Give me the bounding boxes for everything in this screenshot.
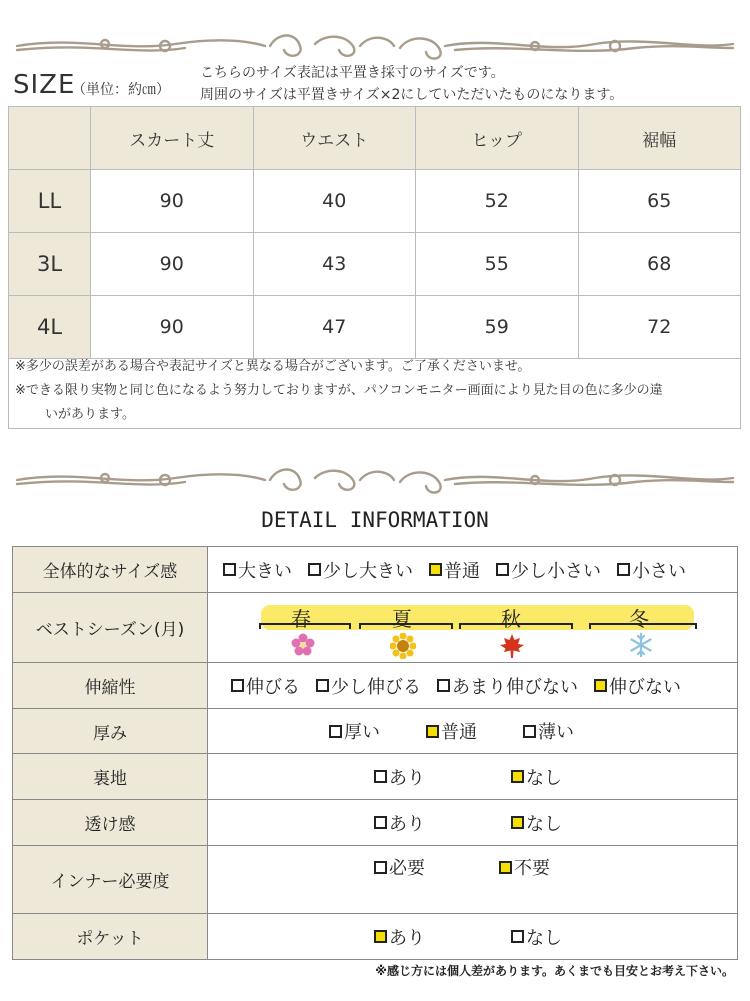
checkbox-icon <box>231 679 244 692</box>
season-range-line <box>259 623 351 629</box>
size-table-header-row <box>9 107 741 170</box>
option-label: なし <box>526 813 562 835</box>
checkbox-checked-icon <box>511 770 524 783</box>
row-size-label: 3L <box>9 233 91 296</box>
option-barely-stretches <box>437 673 578 699</box>
header-hem-width: 裾幅 <box>578 107 741 170</box>
option-thin <box>523 718 574 744</box>
table-row <box>9 296 741 359</box>
season-winter: 冬 <box>629 606 649 631</box>
season-range-line <box>459 623 573 629</box>
row-size-label: LL <box>9 170 91 233</box>
table-cell: 72 <box>578 296 741 359</box>
checkbox-icon <box>308 563 321 576</box>
detail-table <box>12 546 738 960</box>
option-label: 伸びる <box>246 676 300 698</box>
table-row <box>9 233 741 296</box>
checkbox-icon <box>374 816 387 829</box>
checkbox-icon <box>316 679 329 692</box>
table-cell: 59 <box>416 296 579 359</box>
option-inner-required <box>374 854 425 880</box>
size-note-line-1: こちらのサイズ表記は平置き採寸のサイズです。 <box>200 65 505 81</box>
detail-label: 伸縮性 <box>13 663 208 709</box>
detail-options <box>208 663 738 709</box>
detail-label: 透け感 <box>13 800 208 846</box>
detail-options <box>208 709 738 754</box>
table-cell: 40 <box>253 170 416 233</box>
option-label: あり <box>389 767 425 789</box>
header-hip: ヒップ <box>416 107 579 170</box>
checkbox-checked-icon <box>429 563 442 576</box>
checkbox-icon <box>329 725 342 738</box>
season-cell <box>208 593 738 663</box>
option-small <box>617 557 686 583</box>
detail-title: DETAIL INFORMATION <box>261 508 489 532</box>
size-table-corner <box>9 107 91 170</box>
option-label: 普通 <box>441 722 477 743</box>
option-slightly-small <box>496 557 601 583</box>
table-cell: 90 <box>91 170 254 233</box>
option-label: あまり伸びない <box>452 676 578 698</box>
option-inner-not-required <box>499 854 550 880</box>
detail-label: インナー必要度 <box>13 846 208 914</box>
checkbox-icon <box>223 563 236 576</box>
checkbox-icon <box>523 725 536 738</box>
detail-row-thickness <box>13 709 738 754</box>
size-unit: （単位：約㎝） <box>72 82 170 98</box>
maple-leaf-icon <box>499 633 525 659</box>
checkbox-checked-icon <box>511 816 524 829</box>
size-table <box>8 106 741 359</box>
season-summer: 夏 <box>392 606 412 631</box>
option-label: 必要 <box>389 858 425 879</box>
option-label: 普通 <box>444 560 480 582</box>
season-range-line <box>359 623 453 629</box>
ornament-divider-middle <box>15 460 735 500</box>
option-stretches <box>231 673 300 699</box>
checkbox-checked-icon <box>594 679 607 692</box>
option-large <box>223 557 292 583</box>
option-normal <box>429 557 480 583</box>
table-cell: 52 <box>416 170 579 233</box>
detail-options <box>208 846 738 914</box>
option-label: 少し小さい <box>511 560 601 582</box>
option-label: 厚い <box>344 722 380 743</box>
option-no-lining <box>511 764 562 790</box>
detail-options <box>208 754 738 800</box>
option-label: 不要 <box>514 858 550 879</box>
option-normal-thickness <box>426 718 477 744</box>
option-label: 小さい <box>632 560 686 582</box>
ornament-divider-top <box>15 26 735 66</box>
detail-label: ベストシーズン(月) <box>13 593 208 663</box>
table-cell: 90 <box>91 296 254 359</box>
table-cell: 68 <box>578 233 741 296</box>
checkbox-icon <box>511 930 524 943</box>
detail-row-inner <box>13 846 738 914</box>
detail-label: ポケット <box>13 914 208 960</box>
detail-options <box>208 914 738 960</box>
detail-row-stretch <box>13 663 738 709</box>
detail-row-size-feel <box>13 547 738 593</box>
checkbox-checked-icon <box>426 725 439 738</box>
detail-row-lining <box>13 754 738 800</box>
option-label: 薄い <box>538 722 574 743</box>
note-line: いがあります。 <box>45 407 135 422</box>
header-skirt-length: スカート丈 <box>91 107 254 170</box>
footnote: ※感じ方には個人差があります。あくまでも目安とお考え下さい。 <box>375 964 734 978</box>
size-note-line-2: 周囲のサイズは平置きサイズ×2にしていただいたものになります。 <box>200 87 624 103</box>
option-has-lining <box>374 764 425 790</box>
table-cell: 47 <box>253 296 416 359</box>
table-cell: 43 <box>253 233 416 296</box>
option-label: 少し伸びる <box>331 676 421 698</box>
option-sheer-no <box>511 810 562 836</box>
checkbox-icon <box>374 770 387 783</box>
season-chart <box>209 597 736 659</box>
size-title: SIZE <box>13 70 76 100</box>
option-slightly-stretches <box>316 673 421 699</box>
detail-row-pocket <box>13 914 738 960</box>
checkbox-checked-icon <box>499 861 512 874</box>
snowflake-icon <box>629 633 653 657</box>
size-notes <box>8 353 741 429</box>
option-label: あり <box>389 813 425 835</box>
option-pocket-no <box>511 924 562 950</box>
sunflower-icon <box>390 633 416 659</box>
detail-label: 裏地 <box>13 754 208 800</box>
option-label: あり <box>389 927 425 949</box>
row-size-label: 4L <box>9 296 91 359</box>
season-autumn: 秋 <box>501 606 521 631</box>
detail-label: 全体的なサイズ感 <box>13 547 208 593</box>
note-line: ※できる限り実物と同じ色になるよう努力しておりますが、パソコンモニター画面により見た目の色に多少の違 <box>15 383 663 398</box>
option-label: 少し大きい <box>323 560 413 582</box>
flower-icon <box>291 633 315 657</box>
detail-row-season <box>13 593 738 663</box>
option-no-stretch <box>594 673 681 699</box>
detail-row-sheer <box>13 800 738 846</box>
season-spring: 春 <box>291 606 311 631</box>
table-cell: 90 <box>91 233 254 296</box>
season-range-line <box>589 623 697 629</box>
option-pocket-yes <box>374 924 425 950</box>
checkbox-icon <box>374 861 387 874</box>
detail-label: 厚み <box>13 709 208 754</box>
detail-options <box>208 547 738 593</box>
checkbox-checked-icon <box>374 930 387 943</box>
detail-options <box>208 800 738 846</box>
header-waist: ウエスト <box>253 107 416 170</box>
checkbox-icon <box>496 563 509 576</box>
checkbox-icon <box>437 679 450 692</box>
checkbox-icon <box>617 563 630 576</box>
table-cell: 65 <box>578 170 741 233</box>
option-label: 大きい <box>238 560 292 582</box>
option-sheer-yes <box>374 810 425 836</box>
option-thick <box>329 718 380 744</box>
table-row <box>9 170 741 233</box>
option-label: なし <box>526 767 562 789</box>
table-cell: 55 <box>416 233 579 296</box>
option-label: 伸びない <box>609 676 681 698</box>
note-line: ※多少の誤差がある場合や表記サイズと異なる場合がございます。ご了承くださいませ。 <box>15 359 531 374</box>
option-label: なし <box>526 927 562 949</box>
option-slightly-large <box>308 557 413 583</box>
